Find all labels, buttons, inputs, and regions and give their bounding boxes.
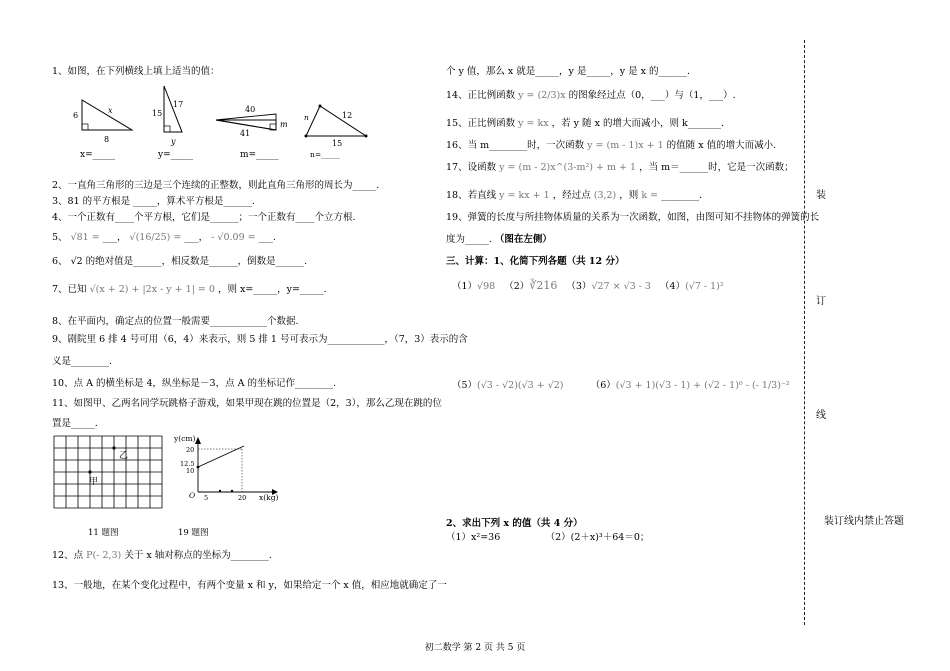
calc-row-2 — [452, 380, 790, 392]
section-3b-items — [446, 532, 649, 544]
calc-1-number: （1） — [452, 281, 478, 292]
question-13: 13、一般地，在某个变化过程中，有两个变量 x 和 y，如果给定一个 x 值，相应地就确定了一 — [52, 580, 447, 591]
q14-func: y = (2/3)x — [518, 90, 566, 101]
t2-side-left: 15 — [152, 109, 163, 118]
graph-y-tick-10: 10 — [186, 467, 195, 475]
question-9-line-1: 9、剧院里 6 排 4 号可用（6，4）来表示，则 5 排 1 号可表示为____________，（7，3）表示的含 — [52, 334, 468, 345]
question-3: 3、81 的平方根是 _____，算术平方根是______. — [52, 196, 255, 207]
q16-func: y = (m - 1)x + 1 — [587, 140, 664, 151]
q16-suffix: 的值随 x 值的增大而减小. — [666, 140, 777, 151]
q7-expr: √(x + 2) + |2x - y + 1| = 0 — [89, 284, 215, 295]
calc-4-expr: (√7 - 1)² — [685, 281, 724, 292]
calc-3-expr: √27 × √3 - 3 — [591, 281, 651, 292]
q18-blank: ________. — [661, 190, 703, 201]
label-yi: 乙 — [119, 451, 129, 461]
graph-origin: O — [189, 491, 196, 500]
question-19-line-2 — [446, 234, 552, 246]
t3-side-right: m — [280, 120, 288, 129]
question-4: 4、一个正数有____个平方根，它们是______；一个正数有____个立方根. — [52, 212, 356, 223]
graph-y-tick-20: 20 — [186, 446, 195, 454]
question-10: 10、点 A 的横坐标是 4，纵坐标是－3，点 A 的坐标记作________. — [52, 378, 337, 389]
answer-m: m=_____ — [240, 150, 279, 160]
q15-suffix: ，若 y 随 x 的增大而减小，则 k_______. — [551, 118, 724, 129]
calc-6-expr: (√3 + 1)(√3 - 1) + (√2 - 1)⁰ - (- 1/3)⁻² — [615, 380, 790, 391]
q7-suffix: ，则 x=_____，y=_____. — [217, 284, 327, 295]
q5-expr-1: √81 = — [70, 232, 100, 243]
binding-notice: 装订线内禁止答题 — [824, 516, 904, 527]
triangle-1 — [82, 100, 132, 130]
graph-x-axis-label: x(kg) — [259, 493, 279, 502]
question-17 — [446, 162, 794, 174]
calc-6-number: （6） — [590, 380, 616, 391]
t4-side-15: 15 — [332, 139, 343, 148]
q15-prefix: 15、正比例函数 — [446, 118, 516, 129]
q5-blank-1: ___， — [102, 232, 127, 243]
q5-prefix: 5、 — [52, 232, 68, 243]
label-jia: 甲 — [89, 477, 99, 487]
q16-prefix: 16、当 m________时，一次函数 — [446, 140, 585, 151]
graph-x-tick-5: 5 — [204, 494, 209, 502]
graph-x-tick-20: 20 — [238, 494, 247, 502]
question-8: 8、在平面内，确定点的位置一般需要____________个数据. — [52, 316, 299, 327]
section-3b-title: 2、求出下列 x 的值（共 4 分） — [446, 518, 583, 529]
t1-side-bottom: 8 — [104, 135, 110, 144]
q12-prefix: 12、点 — [52, 550, 84, 561]
question-18 — [446, 190, 702, 202]
fig-19-caption: 19 题图 — [178, 528, 209, 538]
calc-1-expr: √98 — [477, 281, 496, 292]
t4-side-12: 12 — [342, 111, 353, 120]
calc-3-number: （3） — [566, 281, 592, 292]
fig-11-caption: 11 题图 — [88, 528, 119, 538]
q12-suffix: 关于 x 轴对称点的坐标为________. — [124, 550, 272, 561]
t1-side-left: 6 — [73, 111, 79, 120]
binding-char-xian: 线 — [816, 410, 826, 421]
answer-x: x=_____ — [80, 150, 116, 160]
q12-point: P(- 2,3) — [86, 550, 122, 561]
q19-line-2-text: 度为_____. — [446, 234, 492, 245]
calc-row-1 — [452, 280, 724, 293]
q17-suffix: ，当 m＝______时，它是一次函数； — [639, 162, 794, 173]
graph-y-tick-12-5: 12.5 — [180, 460, 195, 468]
page-footer: 初二数学 第 2 页 共 5 页 — [424, 643, 526, 653]
question-11-line-1: 11、如图甲、乙两名同学玩跳格子游戏，如果甲现在跳的位置是（2，3），那么乙现在跳的位 — [52, 398, 442, 409]
answer-y: y=_____ — [158, 150, 194, 160]
q5-blank-3: ___. — [258, 232, 276, 243]
point-jia — [88, 470, 91, 473]
question-19-line-1: 19、弹簧的长度与所挂物体质量的关系为一次函数，如图，由图可知不挂物体的弹簧的长 — [446, 212, 820, 223]
calc-2-expr: ∛216 — [529, 279, 558, 292]
binding-char-ding: 订 — [816, 296, 826, 307]
q14-prefix: 14、正比例函数 — [446, 90, 516, 101]
answer-n: n=_____ — [310, 150, 340, 159]
q1-triangles-figure — [60, 80, 370, 160]
t1-side-hyp: x — [108, 106, 113, 115]
q11-grid-figure — [52, 434, 164, 514]
q18-mid: ，经过点 — [552, 190, 591, 201]
q5-expr-3: - √0.09 = — [211, 232, 256, 243]
t2-side-top: 17 — [173, 100, 184, 109]
question-9-line-2: 义是________. — [52, 356, 113, 367]
q18-prefix: 18、若直线 — [446, 190, 497, 201]
calc-5-expr: (√3 - √2)(√3 + √2) — [477, 380, 564, 391]
point-yi — [112, 446, 115, 449]
right-angle-mark — [82, 124, 88, 130]
q17-prefix: 17、设函数 — [446, 162, 497, 173]
question-6: 6、 √2 的绝对值是______，相反数是______，倒数是______. — [52, 256, 308, 267]
q17-func: y = (m - 2)x^(3-m²) + m + 1 — [499, 162, 637, 173]
q14-suffix: 的图象经过点（0，___）与（1，___）. — [568, 90, 736, 101]
question-12 — [52, 550, 272, 562]
question-7 — [52, 284, 327, 296]
q18-func: y = kx + 1 — [499, 190, 550, 201]
question-13-continued: 个 y 值，那么 x 就是_____，y 是_____，y 是 x 的______. — [446, 66, 690, 77]
calc-5-number: （5） — [452, 380, 478, 391]
section-3b-item-1: （1）x²=36 — [446, 532, 501, 543]
calc-2-number: （2） — [504, 281, 530, 292]
q19-note: （图在左侧） — [494, 234, 552, 245]
question-14 — [446, 90, 736, 102]
triangle-4 — [306, 106, 366, 136]
section-3-title: 三、计算：1、化简下列各题（共 12 分） — [446, 256, 625, 267]
q15-func: y = kx — [518, 118, 549, 129]
question-11-line-2: 置是_____. — [52, 418, 98, 429]
question-16 — [446, 140, 776, 152]
binding-dashed-line — [804, 40, 805, 625]
right-angle-mark — [164, 126, 170, 132]
question-2: 2、一直角三角形的三边是三个连续的正整数，则此直角三角形的周长为_____. — [52, 180, 380, 191]
q5-expr-2: √(16/25) = — [129, 232, 182, 243]
q5-blank-2: ___， — [184, 232, 209, 243]
t3-side-top: 40 — [245, 105, 256, 114]
t3-side-bottom: 41 — [240, 129, 251, 138]
q18-k: k = — [641, 190, 659, 201]
binding-char-zhuang: 装 — [816, 190, 826, 201]
question-5 — [52, 232, 276, 244]
q19-spring-graph — [172, 432, 282, 502]
question-1: 1、如图，在下列横线上填上适当的值： — [52, 66, 220, 77]
q18-point: (3,2) — [593, 190, 617, 201]
t2-side-bottom: y — [171, 137, 176, 146]
section-3b-item-2: （2）(2＋x)³＋64＝0； — [545, 532, 650, 543]
q7-prefix: 7、已知 — [52, 284, 87, 295]
calc-4-number: （4） — [660, 281, 686, 292]
q18-suffix: ，则 — [619, 190, 639, 201]
graph-y-axis-label: y(cm) — [174, 434, 196, 443]
t4-side-n: n — [304, 113, 309, 122]
question-15 — [446, 118, 724, 130]
triangle-2 — [164, 86, 182, 132]
